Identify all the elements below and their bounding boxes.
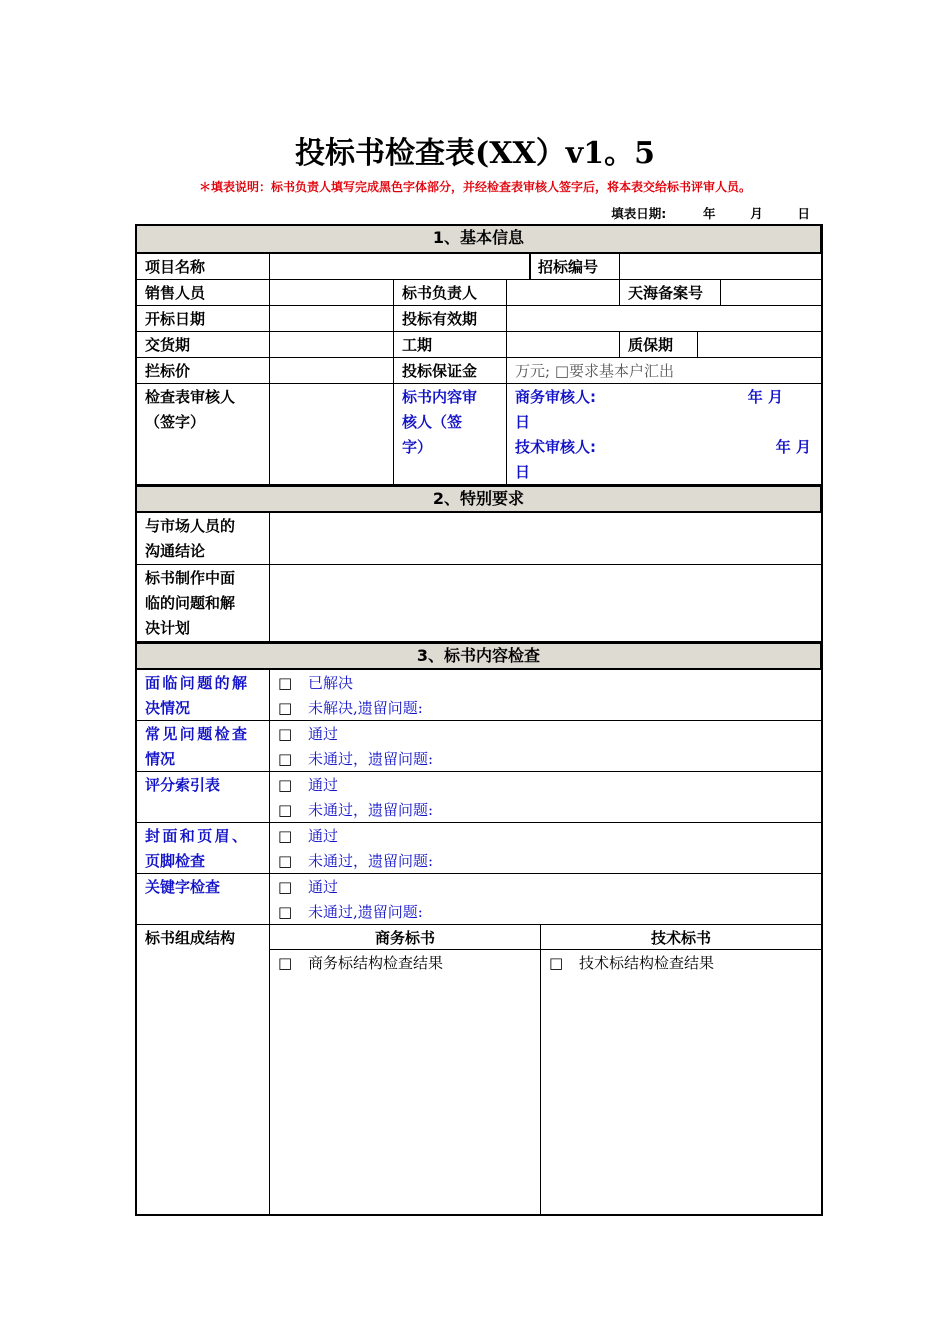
options-keyword-check — [270, 874, 821, 925]
content-reviewer-line2: 核人（签 — [402, 413, 463, 431]
option-resolved-label: 已解决 — [308, 674, 354, 692]
label-reviewer-sign: （签字） — [145, 413, 206, 431]
content-reviewer-line3: 字） — [402, 438, 433, 456]
cover-header-footer-line1: 封面和页眉、 — [145, 827, 250, 845]
checkbox-icon[interactable]: □ — [278, 852, 293, 870]
field-open-date[interactable] — [270, 306, 394, 332]
label-open-date: 开标日期 — [137, 306, 270, 332]
business-reviewer-date: 年 月 — [747, 388, 783, 406]
checkbox-icon[interactable]: □ — [278, 827, 293, 845]
fill-date-year: 年 — [703, 206, 716, 221]
option-pass[interactable] — [278, 875, 813, 900]
checkbox-icon[interactable]: □ — [278, 801, 293, 819]
option-fail-label: 未通过，遗留问题: — [308, 801, 434, 819]
option-unresolved[interactable] — [278, 696, 813, 721]
field-work-period[interactable] — [507, 332, 620, 358]
label-reviewer — [137, 384, 270, 485]
label-tianhai-record: 天海备案号 — [620, 280, 721, 306]
label-cap-price: 拦标价 — [137, 358, 270, 384]
common-issues-line1: 常见问题检查 — [145, 725, 250, 743]
field-bid-validity[interactable] — [507, 306, 821, 332]
label-content-reviewer — [394, 384, 507, 485]
checkbox-icon[interactable]: □ — [278, 725, 293, 743]
label-bid-number: 招标编号 — [530, 254, 620, 280]
tech-reviewer-day: 日 — [515, 463, 531, 481]
inspection-form-table — [135, 224, 823, 1216]
checkbox-icon[interactable]: □ — [278, 776, 293, 794]
label-common-issues — [137, 721, 270, 772]
label-scoring-index — [137, 772, 270, 823]
field-market-conclusion[interactable] — [270, 513, 821, 565]
checkbox-icon[interactable]: □ — [278, 699, 293, 717]
field-issues-plan[interactable] — [270, 565, 821, 642]
tech-reviewer-label: 技术审核人: — [515, 438, 596, 456]
label-bid-bond: 投标保证金 — [394, 358, 507, 384]
field-sales-person[interactable] — [270, 280, 394, 306]
checkbox-icon[interactable]: □ — [278, 674, 293, 692]
label-sales-person: 销售人员 — [137, 280, 270, 306]
option-unresolved-label: 未解决,遗留问题: — [308, 699, 423, 717]
option-pass[interactable] — [278, 824, 813, 849]
section1-header: 1、基本信息 — [137, 226, 821, 254]
field-tianhai-record[interactable] — [721, 280, 821, 306]
tech-result-label: 技术标结构检查结果 — [579, 954, 715, 972]
checkbox-icon[interactable]: □ — [549, 954, 564, 972]
common-issues-line2: 情况 — [145, 750, 176, 768]
fill-date-month: 月 — [750, 206, 763, 221]
label-reviewer-title: 检查表审核人 — [145, 388, 236, 406]
field-cap-price[interactable] — [270, 358, 394, 384]
option-fail[interactable] — [278, 849, 813, 874]
option-pass-label: 通过 — [308, 776, 339, 794]
cover-header-footer-line2: 页脚检查 — [145, 852, 206, 870]
scoring-index-line1: 评分索引表 — [145, 776, 221, 794]
label-warranty-period: 质保期 — [620, 332, 698, 358]
field-delivery-period[interactable] — [270, 332, 394, 358]
option-fail[interactable] — [278, 747, 813, 772]
field-project-name[interactable] — [270, 254, 530, 280]
header-business-bid: 商务标书 — [270, 925, 541, 950]
label-project-name: 项目名称 — [137, 254, 270, 280]
field-bid-number[interactable] — [620, 254, 821, 280]
option-fail[interactable] — [278, 798, 813, 823]
option-fail-label: 未通过,遗留问题: — [308, 903, 423, 921]
options-common-issues — [270, 721, 821, 772]
tech-reviewer-date: 年 月 — [775, 438, 811, 456]
header-tech-bid: 技术标书 — [541, 925, 821, 950]
issues-plan-line3: 决计划 — [145, 619, 191, 637]
issue-resolution-line1: 面临问题的解 — [145, 674, 250, 692]
checkbox-icon[interactable]: □ — [278, 878, 293, 896]
fill-date — [611, 204, 810, 222]
keyword-check-line1: 关键字检查 — [145, 878, 221, 896]
checkbox-icon[interactable]: □ — [278, 903, 293, 921]
issues-plan-line2: 临的问题和解 — [145, 594, 236, 612]
section2-header: 2、特别要求 — [137, 485, 821, 513]
label-work-period: 工期 — [394, 332, 507, 358]
option-pass[interactable] — [278, 773, 813, 798]
label-cover-header-footer — [137, 823, 270, 874]
fill-date-day: 日 — [797, 206, 810, 221]
checkbox-icon[interactable]: □ — [278, 954, 293, 972]
option-resolved[interactable] — [278, 671, 813, 696]
option-pass-label: 通过 — [308, 827, 339, 845]
option-pass-label: 通过 — [308, 725, 339, 743]
field-reviewer-sign[interactable] — [270, 384, 394, 485]
option-fail-label: 未通过，遗留问题: — [308, 852, 434, 870]
fill-instructions: ＊填表说明：标书负责人填写完成黑色字体部分，并经检查表审核人签字后，将本表交给标书评审人员。 — [198, 180, 751, 194]
field-content-reviewer-sign[interactable] — [507, 384, 821, 485]
section3-header: 3、标书内容检查 — [137, 642, 821, 670]
market-conclusion-line1: 与市场人员的 — [145, 517, 236, 535]
label-market-conclusion — [137, 513, 270, 565]
label-bid-validity: 投标有效期 — [394, 306, 507, 332]
option-fail-label: 未通过，遗留问题: — [308, 750, 434, 768]
page-title: 投标书检查表(XX）v1。5 — [295, 136, 655, 171]
market-conclusion-line2: 沟通结论 — [145, 542, 206, 560]
field-warranty-period[interactable] — [698, 332, 821, 358]
field-bid-owner[interactable] — [507, 280, 620, 306]
label-keyword-check — [137, 874, 270, 925]
option-pass[interactable] — [278, 722, 813, 747]
label-delivery-period: 交货期 — [137, 332, 270, 358]
option-fail[interactable] — [278, 900, 813, 925]
field-bid-bond[interactable]: 万元; □要求基本户汇出 — [507, 358, 821, 384]
label-bid-owner: 标书负责人 — [394, 280, 507, 306]
label-issues-plan — [137, 565, 270, 642]
issues-plan-line1: 标书制作中面 — [145, 569, 236, 587]
business-reviewer-line — [515, 385, 813, 410]
options-scoring-index — [270, 772, 821, 823]
option-pass-label: 通过 — [308, 878, 339, 896]
business-structure-result[interactable] — [270, 950, 541, 1214]
business-reviewer-label: 商务审核人: — [515, 388, 596, 406]
fill-date-label: 填表日期: — [611, 206, 667, 221]
business-reviewer-day: 日 — [515, 413, 531, 431]
issue-resolution-line2: 决情况 — [145, 699, 191, 717]
options-issue-resolution — [270, 670, 821, 721]
tech-structure-result[interactable] — [541, 950, 821, 1214]
business-result-label: 商务标结构检查结果 — [308, 954, 444, 972]
checkbox-icon[interactable]: □ — [278, 750, 293, 768]
tech-reviewer-line — [515, 435, 813, 460]
content-reviewer-line1: 标书内容审 — [402, 388, 478, 406]
label-bid-structure: 标书组成结构 — [137, 925, 270, 1214]
label-issue-resolution — [137, 670, 270, 721]
options-cover-header-footer — [270, 823, 821, 874]
